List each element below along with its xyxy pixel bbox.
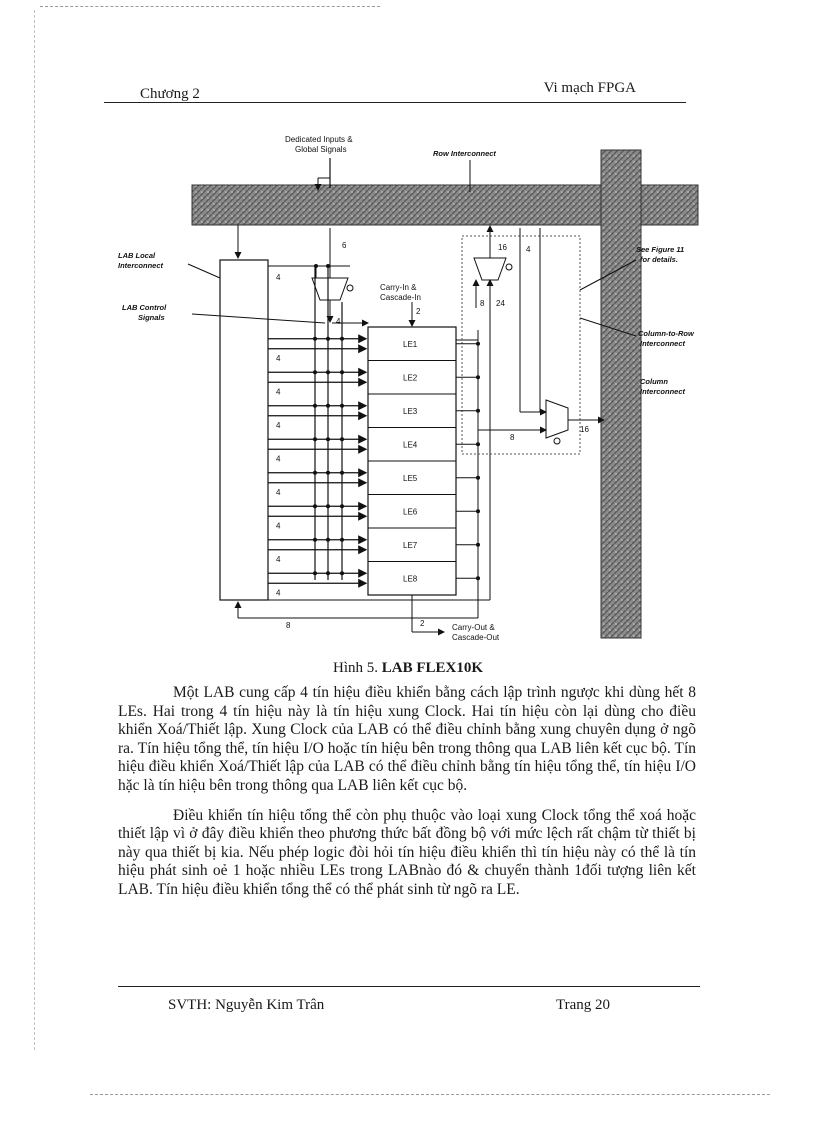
- bus-junction: [313, 337, 317, 341]
- le-label: LE4: [403, 440, 418, 450]
- bus-width-4-le: 4: [276, 588, 281, 598]
- body-text: [118, 684, 696, 911]
- bus-width-6: 6: [342, 241, 347, 250]
- label-lab-local-2: Interconnect: [118, 261, 164, 270]
- bus-junction: [313, 471, 317, 475]
- bottom-dash-edge: [90, 1094, 770, 1095]
- label-carry-in-2: Cascade-In: [380, 293, 421, 302]
- bus-junction: [340, 437, 344, 441]
- bus-width-4-le: 4: [276, 521, 281, 531]
- lab-diagram: [110, 130, 710, 650]
- bus-junction: [340, 538, 344, 542]
- lab-diagram-svg: [110, 130, 710, 650]
- label-lab-local-1: LAB Local: [118, 251, 156, 260]
- bus-junction: [340, 471, 344, 475]
- bus-junction: [313, 437, 317, 441]
- bus-width-4-le: 4: [276, 420, 281, 430]
- bus-width-4-le: 4: [276, 353, 281, 363]
- bus-width-2-top: 2: [416, 307, 421, 316]
- bus-junction: [313, 370, 317, 374]
- lab-local-interconnect-block: [220, 260, 268, 600]
- bus-width-4-le: 4: [276, 487, 281, 497]
- bus-junction: [326, 370, 330, 374]
- le-label: LE7: [403, 540, 418, 550]
- bus-width-4-le: 4: [276, 387, 281, 397]
- output-junction: [476, 375, 480, 379]
- bus-junction: [326, 404, 330, 408]
- le-label: LE2: [403, 373, 418, 383]
- bus-width-8-right: 8: [510, 433, 515, 442]
- bus-junction: [340, 370, 344, 374]
- label-dedicated-inputs: Dedicated Inputs &: [285, 135, 353, 144]
- label-carry-in-1: Carry-In &: [380, 283, 417, 292]
- output-junction: [476, 509, 480, 513]
- bus-width-2-bottom: 2: [420, 619, 425, 628]
- bus-junction: [313, 538, 317, 542]
- bus-junction: [326, 571, 330, 575]
- label-column-1: Column: [640, 377, 668, 386]
- le-stack: [368, 327, 456, 595]
- chapter-label: Chương 2: [140, 86, 200, 102]
- le-label: LE6: [403, 507, 418, 517]
- bus-width-4-le: 4: [276, 554, 281, 564]
- le-label: LE1: [403, 339, 418, 349]
- bus-width-4-ctrl: 4: [336, 317, 341, 326]
- label-col-to-row-2: Interconnect: [640, 339, 686, 348]
- bus-width-24: 24: [496, 299, 505, 308]
- document-title: Vi mạch FPGA: [543, 80, 636, 96]
- output-junction: [476, 342, 480, 346]
- output-junction: [476, 576, 480, 580]
- bus-junction: [340, 337, 344, 341]
- label-carry-out-1: Carry-Out &: [452, 623, 495, 632]
- label-global-signals: Global Signals: [295, 145, 347, 154]
- label-column-2: Interconnect: [640, 387, 686, 396]
- page-footer: [118, 986, 700, 1027]
- output-junction: [476, 543, 480, 547]
- bus-width-8-bottom: 8: [286, 621, 291, 630]
- bus-junction: [326, 504, 330, 508]
- bus-junction: [326, 437, 330, 441]
- label-carry-out-2: Cascade-Out: [452, 633, 500, 642]
- bus-width-16-right: 16: [580, 425, 589, 434]
- page-header: [104, 78, 686, 103]
- footer-author: SVTH: Nguyễn Kim Trân: [168, 997, 325, 1013]
- output-junction: [476, 409, 480, 413]
- paragraph-2: Điều khiển tín hiệu tổng thể còn phụ thuộc vào loại xung Clock tổng thể xoá hoặc thiết lập vì ở đây điều khiển theo phương thức bất đồng bộ với mức lệch rất chậm từ thiết bị này qua thiết bị kia. Nếu phép logic đòi hỏi tín hiệu điều khiển thì tín hiệu này có thể là tín hiệu phát sinh oẻ 1 hoặc nhiều LEs trong LABnào đó & chuyển thành 1đối tượng liên kết LAB. Tín hiệu điều khiển tổng thể có thể phát sinh từ ngõ ra LE.: [118, 806, 696, 898]
- caption-title: LAB FLEX10K: [381, 660, 483, 676]
- bus-junction: [313, 571, 317, 575]
- output-junction: [476, 476, 480, 480]
- bus-junction: [340, 404, 344, 408]
- bus-width-4-le: 4: [276, 454, 281, 464]
- label-lab-control-2: Signals: [138, 313, 165, 322]
- bus-junction: [340, 504, 344, 508]
- top-dash-edge: [40, 6, 380, 7]
- label-col-to-row-1: Column-to-Row: [638, 329, 694, 338]
- column-interconnect-bus: [601, 150, 641, 638]
- bus-width-4-a: 4: [276, 273, 281, 282]
- bus-junction: [313, 404, 317, 408]
- bus-junction: [340, 571, 344, 575]
- caption-prefix: Hình 5.: [332, 660, 382, 676]
- left-margin-rule: [34, 10, 35, 1050]
- label-see-figure-1: See Figure 11: [636, 245, 685, 254]
- label-row-interconnect: Row Interconnect: [433, 149, 496, 158]
- bus-width-8-mid: 8: [480, 299, 485, 308]
- figure-caption: [0, 660, 816, 677]
- footer-page-number: Trang 20: [556, 997, 611, 1013]
- label-lab-control-1: LAB Control: [122, 303, 167, 312]
- le-label: LE5: [403, 473, 418, 483]
- bus-junction: [326, 337, 330, 341]
- bus-junction: [326, 471, 330, 475]
- label-see-figure-2: for details.: [640, 255, 678, 264]
- bus-width-4-top: 4: [526, 245, 531, 254]
- le-label: LE3: [403, 406, 418, 416]
- bus-junction: [326, 538, 330, 542]
- le-label: LE8: [403, 574, 418, 584]
- bus-width-16-top: 16: [498, 243, 507, 252]
- bus-junction: [313, 504, 317, 508]
- output-junction: [476, 442, 480, 446]
- paragraph-1: Một LAB cung cấp 4 tín hiệu điều khiển bằng cách lập trình ngược khi dùng hết 8 LEs. Hai trong 4 tín hiệu này là tín hiệu xung Clock. Hai tín hiệu còn lại dùng cho điều khiển Xoá/Thiết lập. Xung Clock của LAB có thể điều chỉnh bằng xung chuyên dụng ở ngõ ra. Tín hiệu tổng thể, tín hiệu I/O hoặc tín hiệu bên trong thông qua LAB liên kết cục bộ. Tín hiệu điều khiển Xoá/Thiết lập của LAB có thể điều chỉnh bằng tín hiệu tổng thể, tín hiệu I/O hặc là tín hiệu bên trong thông qua LAB liên kết cục bộ.: [118, 684, 696, 794]
